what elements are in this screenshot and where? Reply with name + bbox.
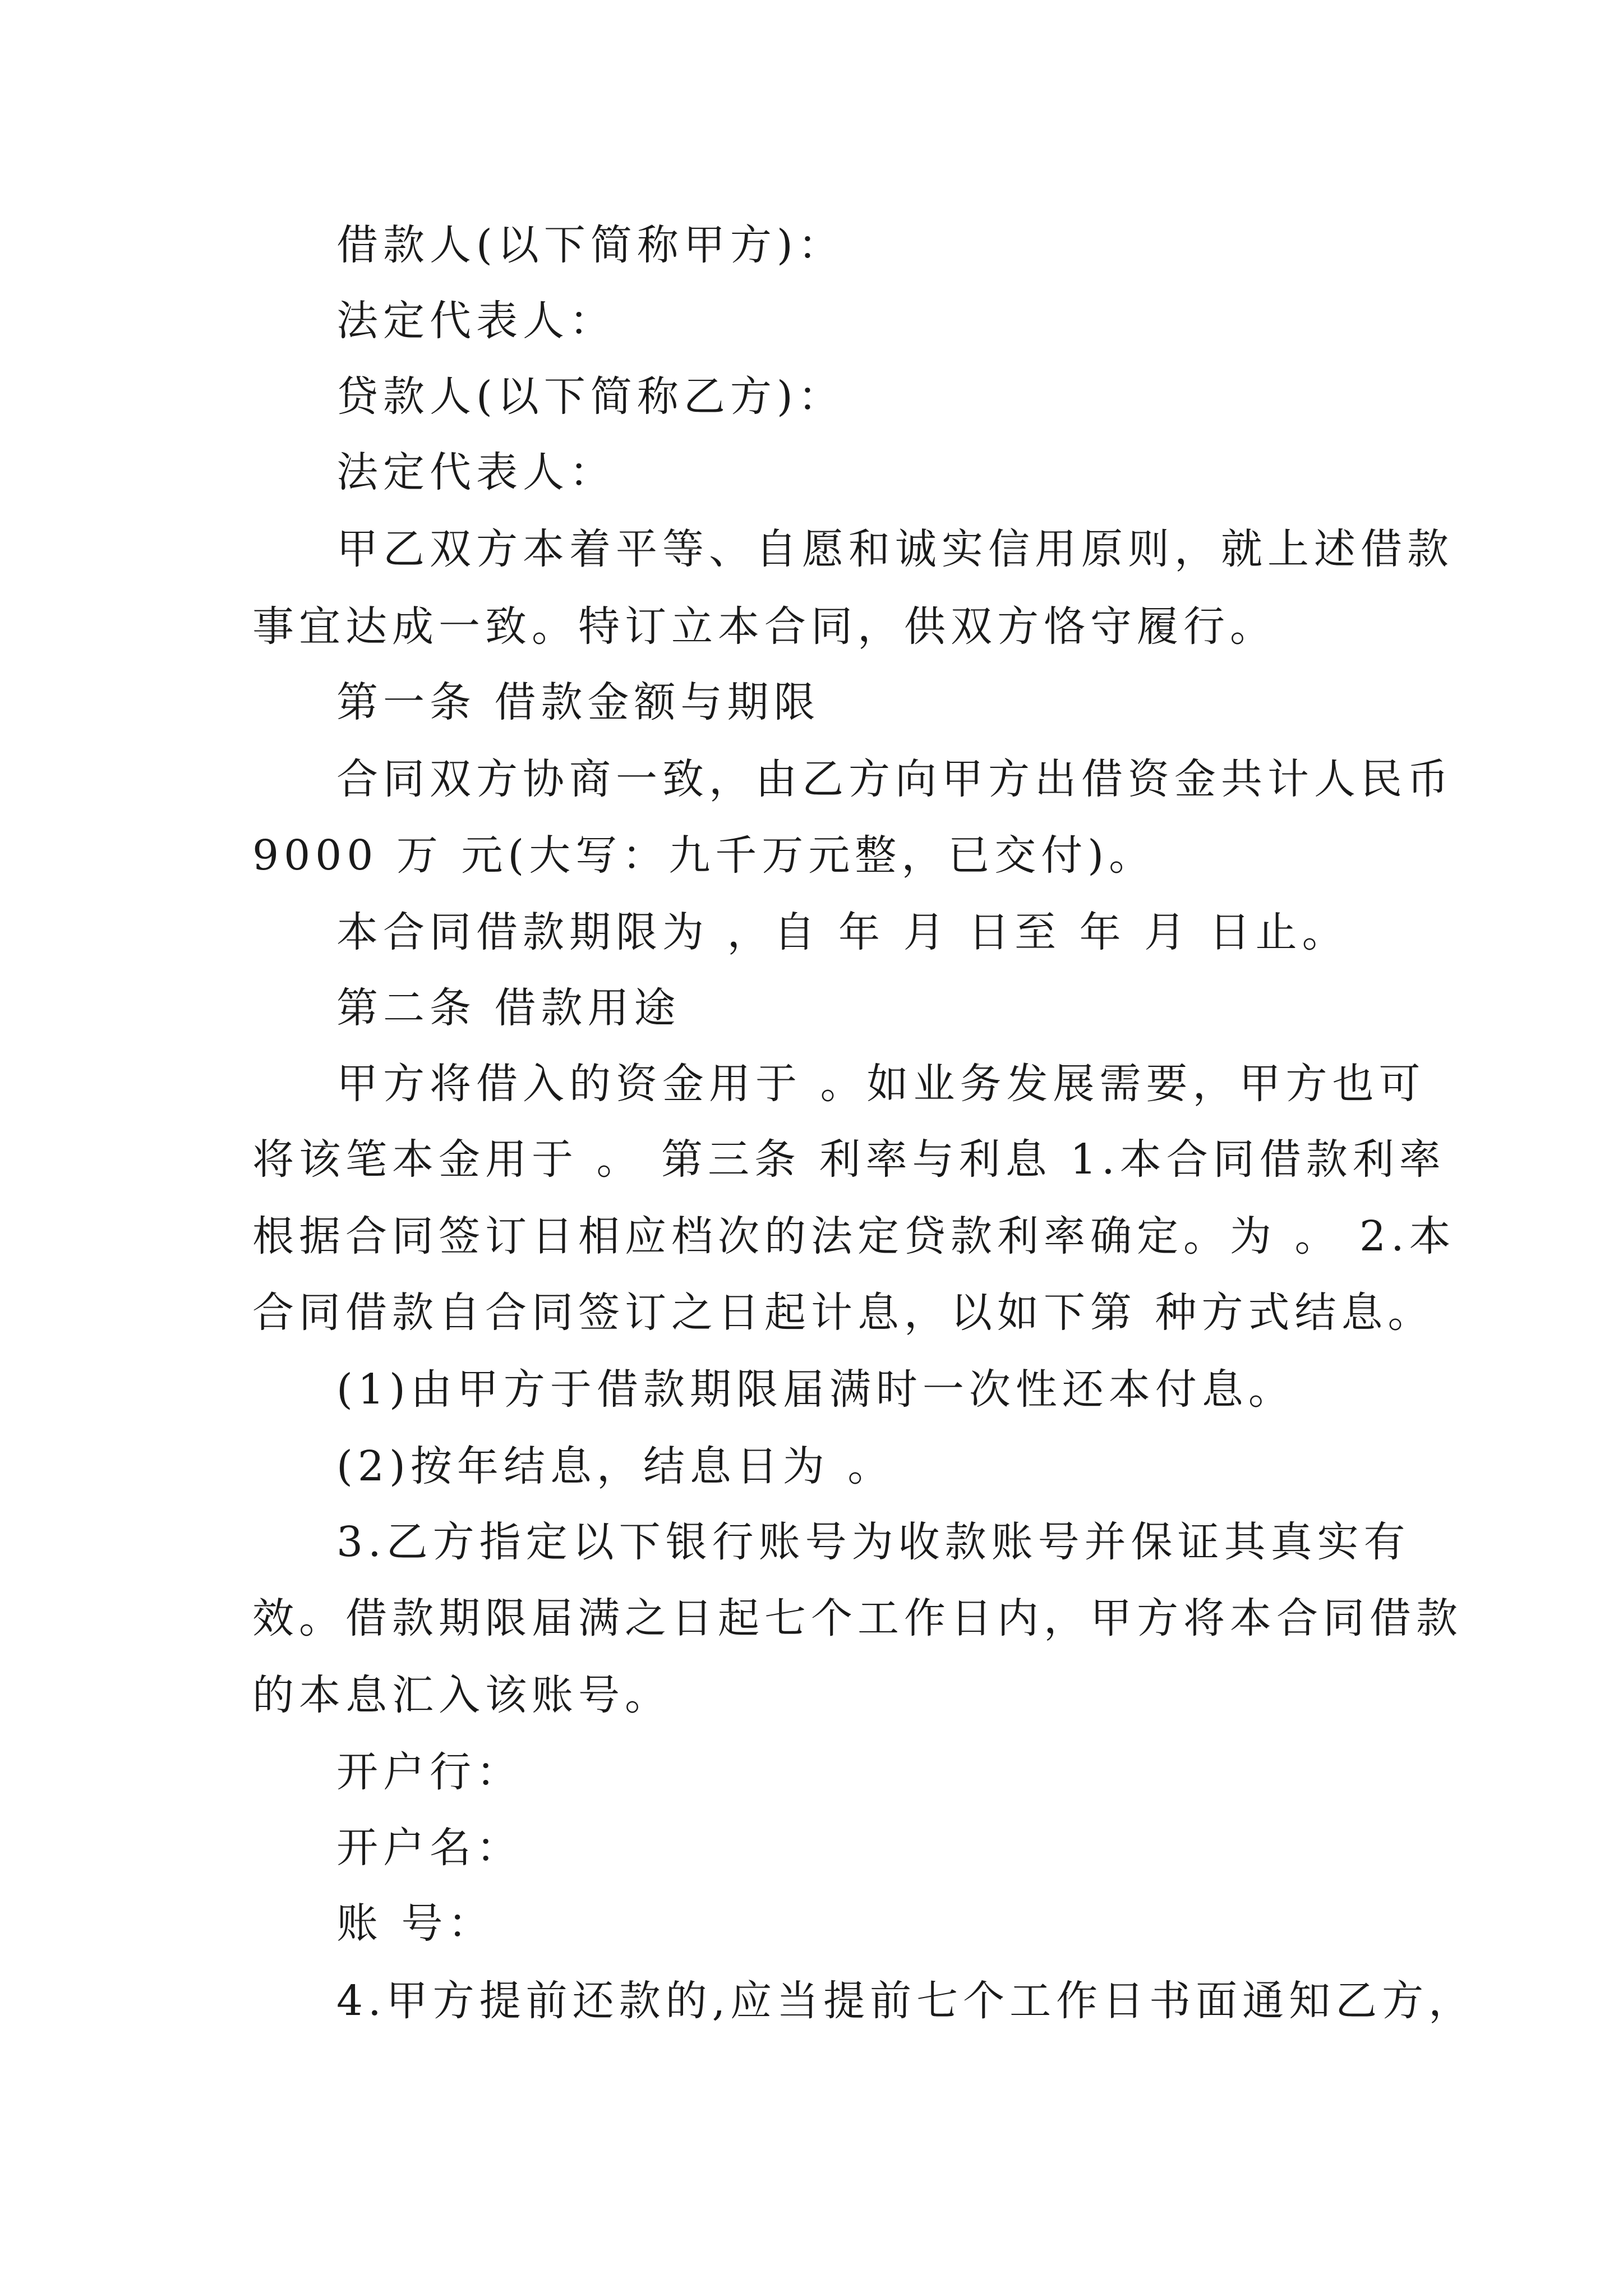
clause-3-line-3: 的本息汇入该账号。: [252, 1671, 671, 1719]
article-2-heading: 第二条 借款用途: [336, 984, 681, 1032]
clause-4-line-1: 4.甲方提前还款的,应当提前七个工作日书面通知乙方，: [336, 1977, 1476, 2025]
article-1-text-line-1: 合同双方协商一致，由乙方向甲方出借资金共计人民币: [336, 755, 1454, 803]
borrower-legal-rep-line: 法定代表人：: [336, 297, 616, 345]
bank-name-line: 开户行：: [336, 1748, 523, 1796]
clause-3-line-2: 效。借款期限届满之日起七个工作日内，甲方将本合同借款: [252, 1594, 1463, 1642]
article-1-heading: 第一条 借款金额与期限: [336, 678, 820, 726]
preamble-line-1: 甲乙双方本着平等、自愿和诚实信用原则，就上述借款: [336, 525, 1454, 573]
article-2-text-line-1: 甲方将借入的资金用于 。如业务发展需要，甲方也可: [336, 1060, 1426, 1108]
article-3-text-line-1: 根据合同签订日相应档次的法定贷款利率确定。为 。 2.本: [252, 1212, 1456, 1260]
borrower-line: 借款人(以下简称甲方)：: [336, 221, 845, 269]
article-3-text-line-2: 合同借款自合同签订之日起计息，以如下第 种方式结息。: [252, 1289, 1435, 1337]
lender-legal-rep-line: 法定代表人：: [336, 448, 616, 496]
loan-term-line: 本合同借款期限为 ，自 年 月 日至 年 月 日止。: [336, 908, 1349, 956]
article-1-text-line-2: 9000 万 元(大写：九千万元整，已交付)。: [252, 831, 1156, 880]
preamble-line-2: 事宜达成一致。特订立本合同，供双方恪守履行。: [252, 602, 1276, 651]
interest-option-2: (2)按年结息，结息日为 。: [336, 1442, 895, 1490]
account-number-line: 账 号：: [336, 1899, 495, 1948]
interest-option-1: (1)由甲方于借款期限届满时一次性还本付息。: [336, 1365, 1295, 1414]
account-name-line: 开户名：: [336, 1824, 523, 1872]
article-2-text-line-2: 将该笔本金用于 。 第三条 利率与利息 1.本合同借款利率: [252, 1135, 1446, 1184]
clause-3-line-1: 3.乙方指定以下银行账号为收款账号并保证其真实有: [336, 1518, 1410, 1566]
lender-line: 贷款人(以下简称乙方)：: [336, 372, 845, 421]
